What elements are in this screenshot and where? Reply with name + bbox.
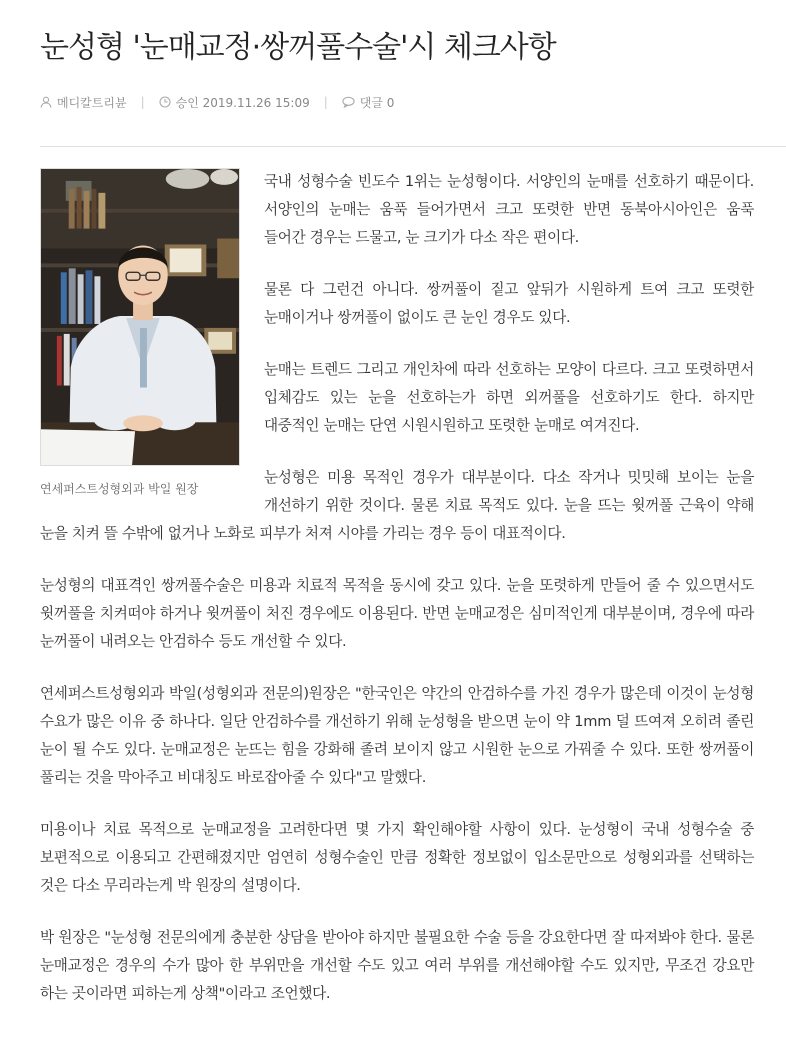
paragraph: 연세퍼스트성형외과 박일(성형외과 전문의)원장은 "한국인은 약간의 안검하수를 가진 경우가 많은데 이것이 눈성형 수요가 많은 이유 중 하나다. 일단 안검하수를 개선하기 위해 눈성형을 받으면 눈이 약 1mm 덜 뜨여져 오히려 졸린 눈이 될 수도 있다. 눈매교정은 눈뜨는 힘을 강화해 졸려 보이지 않고 시원한 눈으로 가꿔줄 수 있다. 또한 쌍꺼풀이 풀리는 것을 막아주고 비대칭도 바로잡아줄 수 있다"고 말했다.	[40, 685, 754, 786]
paragraph: 눈성형은 미용 목적인 경우가 대부분이다. 다소 작거나 밋밋해 보이는 눈을 개선하기 위한 것이다. 물론 치료 목적도 있다. 눈을 뜨는 윗꺼풀 근육이 약해 눈을 치켜 뜰 수밖에 없거나 노화로 피부가 처져 시야를 가리는 경우 등이 대표적이다.	[40, 469, 754, 542]
paragraph: 물론 다 그런건 아니다. 쌍꺼풀이 짙고 앞뒤가 시원하게 트여 크고 또렷한 눈매이거나 쌍꺼풀이 없이도 큰 눈인 경우도 있다.	[264, 281, 754, 326]
user-icon	[40, 96, 52, 108]
clock-icon	[159, 96, 171, 108]
article-body	[40, 168, 754, 1032]
paragraph: 눈성형의 대표격인 쌍꺼풀수술은 미용과 치료적 목적을 동시에 갖고 있다. 눈을 또렷하게 만들어 줄 수 있으면서도 윗꺼풀을 치켜떠야 하거나 윗꺼풀이 처진 경우에도 이용된다. 반면 눈매교정은 심미적인게 대부분이며, 경우에 따라 눈꺼풀이 내려오는 안검하수 등도 개선할 수 있다.	[40, 577, 754, 650]
meta-separator: |	[140, 95, 145, 109]
author-name: 메디칼트리뷴	[57, 95, 127, 110]
author-info[interactable]	[40, 94, 127, 111]
date-info	[159, 94, 310, 111]
comment-icon	[342, 96, 355, 108]
paragraph: 눈매는 트렌드 그리고 개인차에 따라 선호하는 모양이 다르다. 크고 또렷하면서 입체감도 있는 눈을 선호하는가 하면 외꺼풀을 선호하기도 한다. 하지만 대중적인 눈매는 단연 시원시원하고 또렷한 눈매로 여겨진다.	[264, 361, 754, 434]
photo-caption: 연세퍼스트성형외과 박일 원장	[40, 482, 199, 496]
header-divider	[40, 146, 786, 147]
meta-separator: |	[323, 95, 328, 109]
publish-date: 승인 2019.11.26 15:09	[175, 95, 310, 110]
article-title: 눈성형 '눈매교정·쌍꺼풀수술'시 체크사항	[40, 30, 556, 65]
comment-count: 댓글 0	[359, 95, 395, 110]
figure-spacer	[40, 168, 264, 520]
comment-info[interactable]	[342, 94, 395, 111]
paragraph: 미용이나 치료 목적으로 눈매교정을 고려한다면 몇 가지 확인해야할 사항이 있다. 눈성형이 국내 성형수술 중 보편적으로 이용되고 간편해졌지만 엄연히 성형수술인 만큼 정확한 정보없이 입소문만으로 성형외과를 선택하는 것은 다소 무리라는게 박 원장의 설명이다.	[40, 821, 754, 894]
paragraph: 국내 성형수술 빈도수 1위는 눈성형이다. 서양인의 눈매를 선호하기 때문이다. 서양인의 눈매는 움푹 들어가면서 크고 또렷한 반면 동북아시아인은 움푹 들어간 경우는 드물고, 눈 크기가 다소 작은 편이다.	[264, 173, 754, 246]
article-meta	[40, 92, 394, 112]
paragraph: 박 원장은 "눈성형 전문의에게 충분한 상담을 받아야 하지만 불필요한 수술 등을 강요한다면 잘 따져봐야 한다. 물론 눈매교정은 경우의 수가 많아 한 부위만을 개선할 수도 있고 여러 부위를 개선해야할 수도 있지만, 무조건 강요만 하는 곳이라면 피하는게 상책"이라고 조언했다.	[40, 929, 754, 1002]
